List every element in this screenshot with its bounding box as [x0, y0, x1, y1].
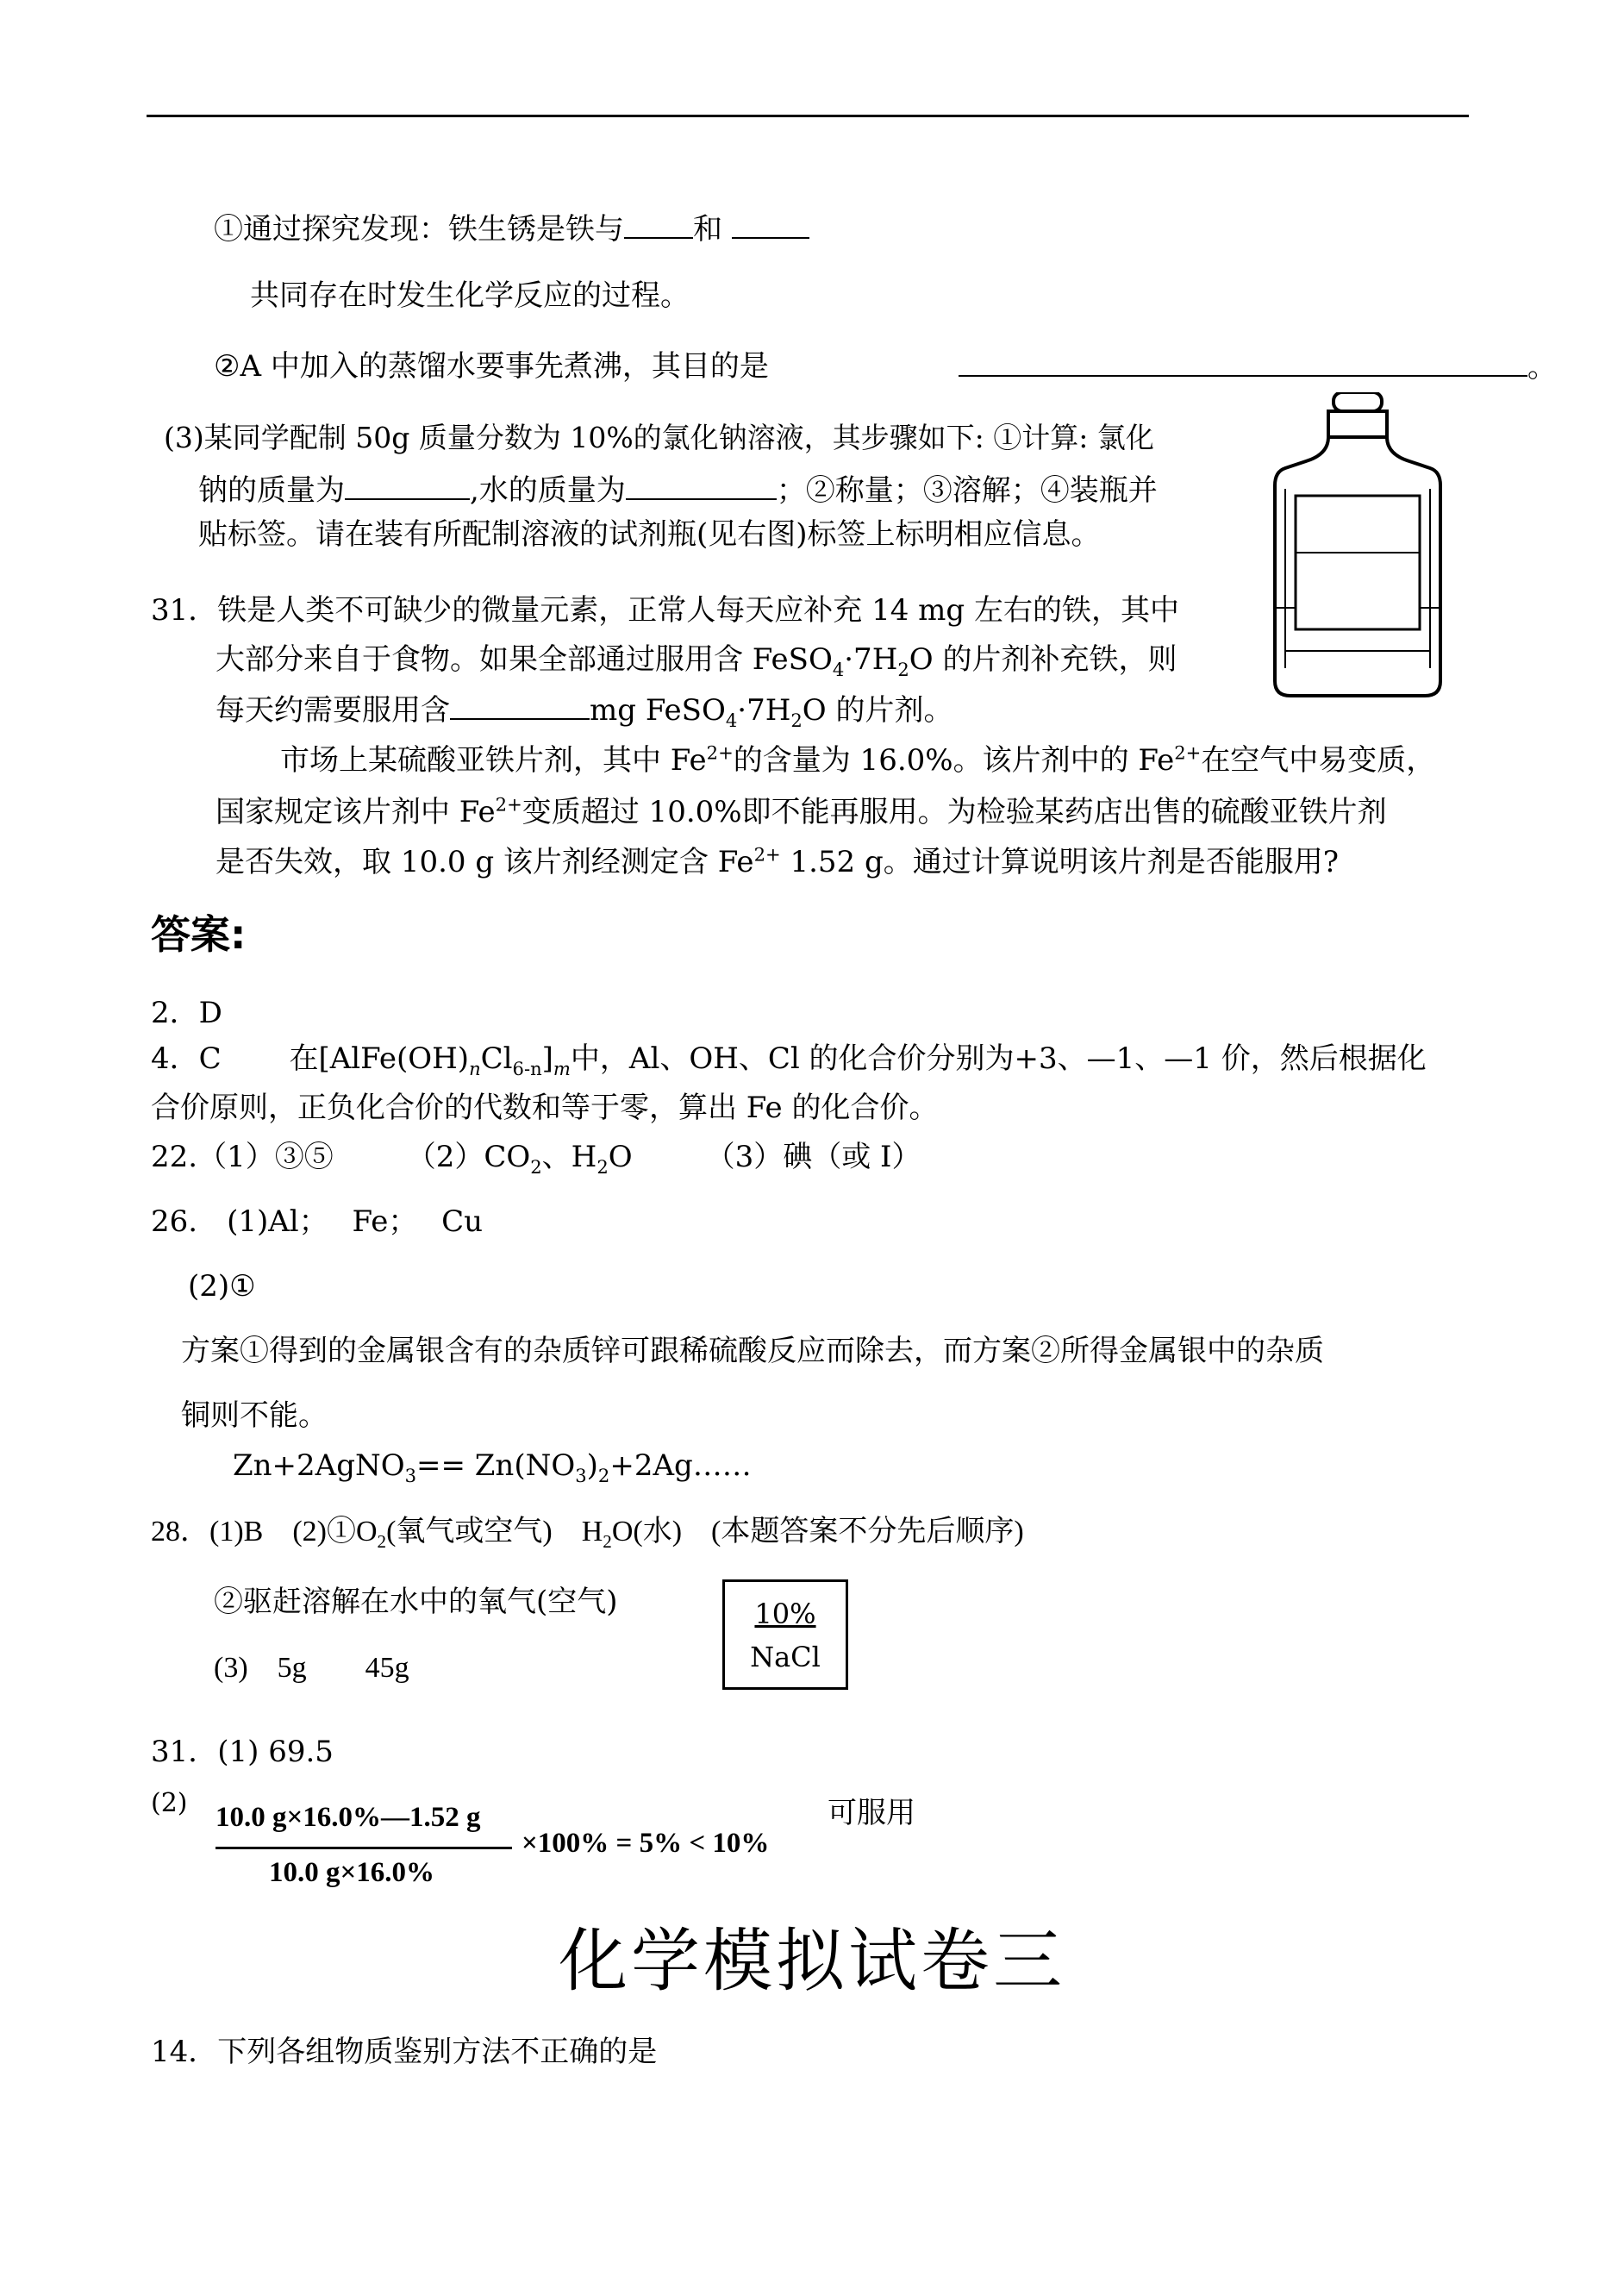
formula-numerator: 10.0 g×16.0%—1.52 g: [215, 1802, 481, 1833]
q2-1-line2: 共同存在时发生化学反应的过程。: [250, 278, 690, 313]
blank-1: [624, 211, 693, 239]
q31-line5: 国家规定该片剂中 $Fe^{2+}$变质超过 10.0%即不能再服用。为检验某药店出售的硫酸亚铁片剂: [215, 793, 1387, 829]
answer-4-line1: 4．C 在$[AlFe(OH)_nCl_{6-n}]_m$中，Al、OH、Cl 的化合价分别为+3、—1、—1 价，然后根据化: [151, 1041, 1427, 1079]
answer-26-line1: 26. (1)Al； Fe； Cu: [151, 1204, 484, 1239]
label-substance: NaCl: [750, 1641, 821, 1673]
q3-line2: 钠的质量为 ,水的质量为 ；②称量；③溶解；④装瓶并: [198, 473, 1158, 508]
fraction-bar: [215, 1847, 512, 1849]
q31-line4: 市场上某硫酸亚铁片剂，其中 $Fe^{2+}$的含量为 16.0%。该片剂中的 $Fe^{2+}$在空气中易变质，: [280, 741, 1436, 778]
q2-1-line1: ①通过探究发现：铁生锈是铁与 和: [214, 211, 809, 247]
q2-2-line: ②A 中加入的蒸馏水要事先煮沸，其目的是: [214, 349, 769, 384]
label-concentration: 10%: [754, 1598, 816, 1630]
answer-4-line2: 合价原则，正负化合价的代数和等于零，算出 Fe 的化合价。: [151, 1091, 939, 1125]
blank-4: [345, 472, 470, 500]
question-14: 14．下列各组物质鉴别方法不正确的是: [151, 2035, 658, 2069]
answer-2: 2．D: [151, 996, 222, 1030]
blank-6: [450, 692, 590, 720]
answer-26-line2: (2)①: [188, 1269, 256, 1304]
answer-28-line1: 28．(1)B $(2)①O_2$(氧气或空气) $H_2O$(水) (本题答案不分先后顺序): [151, 1516, 1024, 1552]
q31-line6: 是否失效，取 10.0 g 该片剂经测定含 $Fe^{2+}$ 1.52 g。通过计算说明该片剂是否能服用?: [215, 843, 1339, 879]
q3-line1: (3)某同学配制 50g 质量分数为 10%的氯化钠溶液，其步骤如下: ①计算: 氯化: [164, 421, 1154, 454]
bottle-label-answer: [722, 1579, 848, 1690]
answer-31-part2-label: (2): [151, 1788, 188, 1818]
answer-28-line3: (3) 5g 45g: [214, 1652, 409, 1684]
blank-2: [732, 211, 809, 239]
q31-line2: 大部分来自于食物。如果全部通过服用含 $FeSO_4\cdot 7H_2O$ 的片剂补充铁，则: [215, 642, 1177, 680]
formula-result: ×100% = 5% < 10%: [522, 1828, 770, 1859]
header-rule: [147, 115, 1469, 117]
answer-26-line3: 方案①得到的金属银含有的杂质锌可跟稀硫酸反应而除去，而方案②所得金属银中的杂质: [181, 1334, 1324, 1368]
next-paper-title: 化学模拟试卷三: [559, 1921, 1065, 2001]
answer-26-equation: Zn+2AgNO$_3$== $Zn(NO_3)_2+2Ag\dots\dots$: [233, 1448, 752, 1486]
q31-line3: 每天约需要服用含 mg $FeSO_4\cdot 7H_2O$ 的片剂。: [215, 693, 953, 731]
reagent-bottle-icon: [1271, 392, 1444, 703]
q31-line1: 31．铁是人类不可缺少的微量元素，正常人每天应补充 14 mg 左右的铁，其中: [151, 593, 1179, 628]
formula-denominator: 10.0 g×16.0%: [269, 1857, 435, 1888]
q3-line3: 贴标签。请在装有所配制溶液的试剂瓶(见右图)标签上标明相应信息。: [198, 517, 1101, 552]
answer-22: 22.（1）③⑤ $(2)CO_2$、$H_2O$ （3）碘（或 I）: [151, 1140, 921, 1178]
blank-3: [959, 349, 1527, 377]
answer-31-line1: 31．(1) 69.5: [151, 1735, 334, 1769]
q2-2-blank-line: 。: [959, 349, 1557, 385]
answer-26-line4: 铜则不能。: [181, 1398, 328, 1433]
blank-5: [626, 472, 777, 500]
answer-28-line2: ②驱赶溶解在水中的氧气(空气): [214, 1585, 618, 1619]
answer-31-conclusion: 可服用: [828, 1796, 915, 1830]
answers-heading: 答案:: [151, 911, 247, 958]
